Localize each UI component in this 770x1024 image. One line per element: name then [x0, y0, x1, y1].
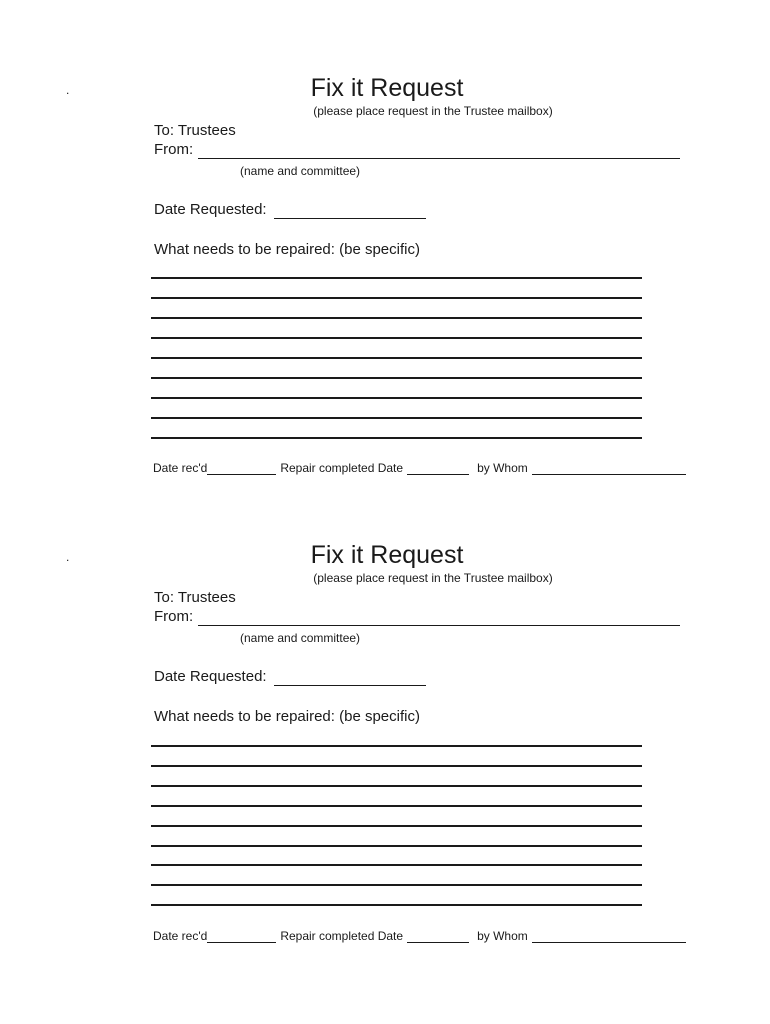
date-requested-field[interactable]: [274, 671, 426, 686]
repair-description-line[interactable]: [151, 337, 642, 339]
repair-description-line[interactable]: [151, 417, 642, 419]
from-label: From:: [154, 608, 194, 625]
repair-description-line[interactable]: [151, 297, 642, 299]
repair-description-line[interactable]: [151, 397, 642, 399]
repair-description-line[interactable]: [151, 745, 642, 747]
page-marker: .: [66, 83, 70, 97]
repair-description-label: What needs to be repaired: (be specific): [154, 241, 420, 258]
form-title: Fix it Request: [310, 74, 464, 102]
repair-description-line[interactable]: [151, 825, 642, 827]
date-recd-label: Date rec'd: [153, 461, 208, 475]
repair-description-line[interactable]: [151, 864, 642, 866]
repair-completed-label: Repair completed Date: [280, 461, 404, 475]
from-hint: (name and committee): [240, 631, 361, 645]
repair-description-line[interactable]: [151, 277, 642, 279]
date-recd-label: Date rec'd: [153, 929, 208, 943]
from-field[interactable]: [198, 144, 680, 159]
date-requested-label: Date Requested:: [154, 668, 267, 685]
date-requested-line: [154, 668, 426, 686]
repair-completed-label: Repair completed Date: [280, 929, 404, 943]
repair-description-line[interactable]: [151, 317, 642, 319]
repair-description-line[interactable]: [151, 437, 642, 439]
page-marker: .: [66, 550, 70, 564]
from-hint: (name and committee): [240, 164, 361, 178]
repair-description-line[interactable]: [151, 845, 642, 847]
repair-description-line[interactable]: [151, 357, 642, 359]
repair-description-line[interactable]: [151, 904, 642, 906]
from-label: From:: [154, 141, 194, 158]
fix-it-request-form-1: [0, 0, 770, 475]
from-line: [154, 141, 680, 159]
by-whom-field[interactable]: [532, 931, 686, 943]
date-requested-field[interactable]: [274, 204, 426, 219]
from-line: [154, 608, 680, 626]
office-use-footer: [153, 929, 686, 943]
repair-description-label: What needs to be repaired: (be specific): [154, 708, 420, 725]
fix-it-request-form-2: [0, 467, 770, 943]
date-requested-label: Date Requested:: [154, 201, 267, 218]
repair-description-line[interactable]: [151, 765, 642, 767]
to-line: To: Trustees: [154, 589, 236, 606]
form-subtitle: (please place request in the Trustee mailbox): [313, 571, 553, 585]
form-title: Fix it Request: [310, 541, 464, 569]
repair-description-line[interactable]: [151, 785, 642, 787]
from-field[interactable]: [198, 611, 680, 626]
repair-description-line[interactable]: [151, 377, 642, 379]
by-whom-label: by Whom: [477, 461, 528, 475]
form-subtitle: (please place request in the Trustee mailbox): [313, 104, 553, 118]
repair-description-line[interactable]: [151, 805, 642, 807]
to-line: To: Trustees: [154, 122, 236, 139]
repair-completed-field[interactable]: [407, 931, 469, 943]
date-recd-field[interactable]: [207, 931, 276, 943]
by-whom-label: by Whom: [477, 929, 528, 943]
date-requested-line: [154, 201, 426, 219]
repair-description-line[interactable]: [151, 884, 642, 886]
